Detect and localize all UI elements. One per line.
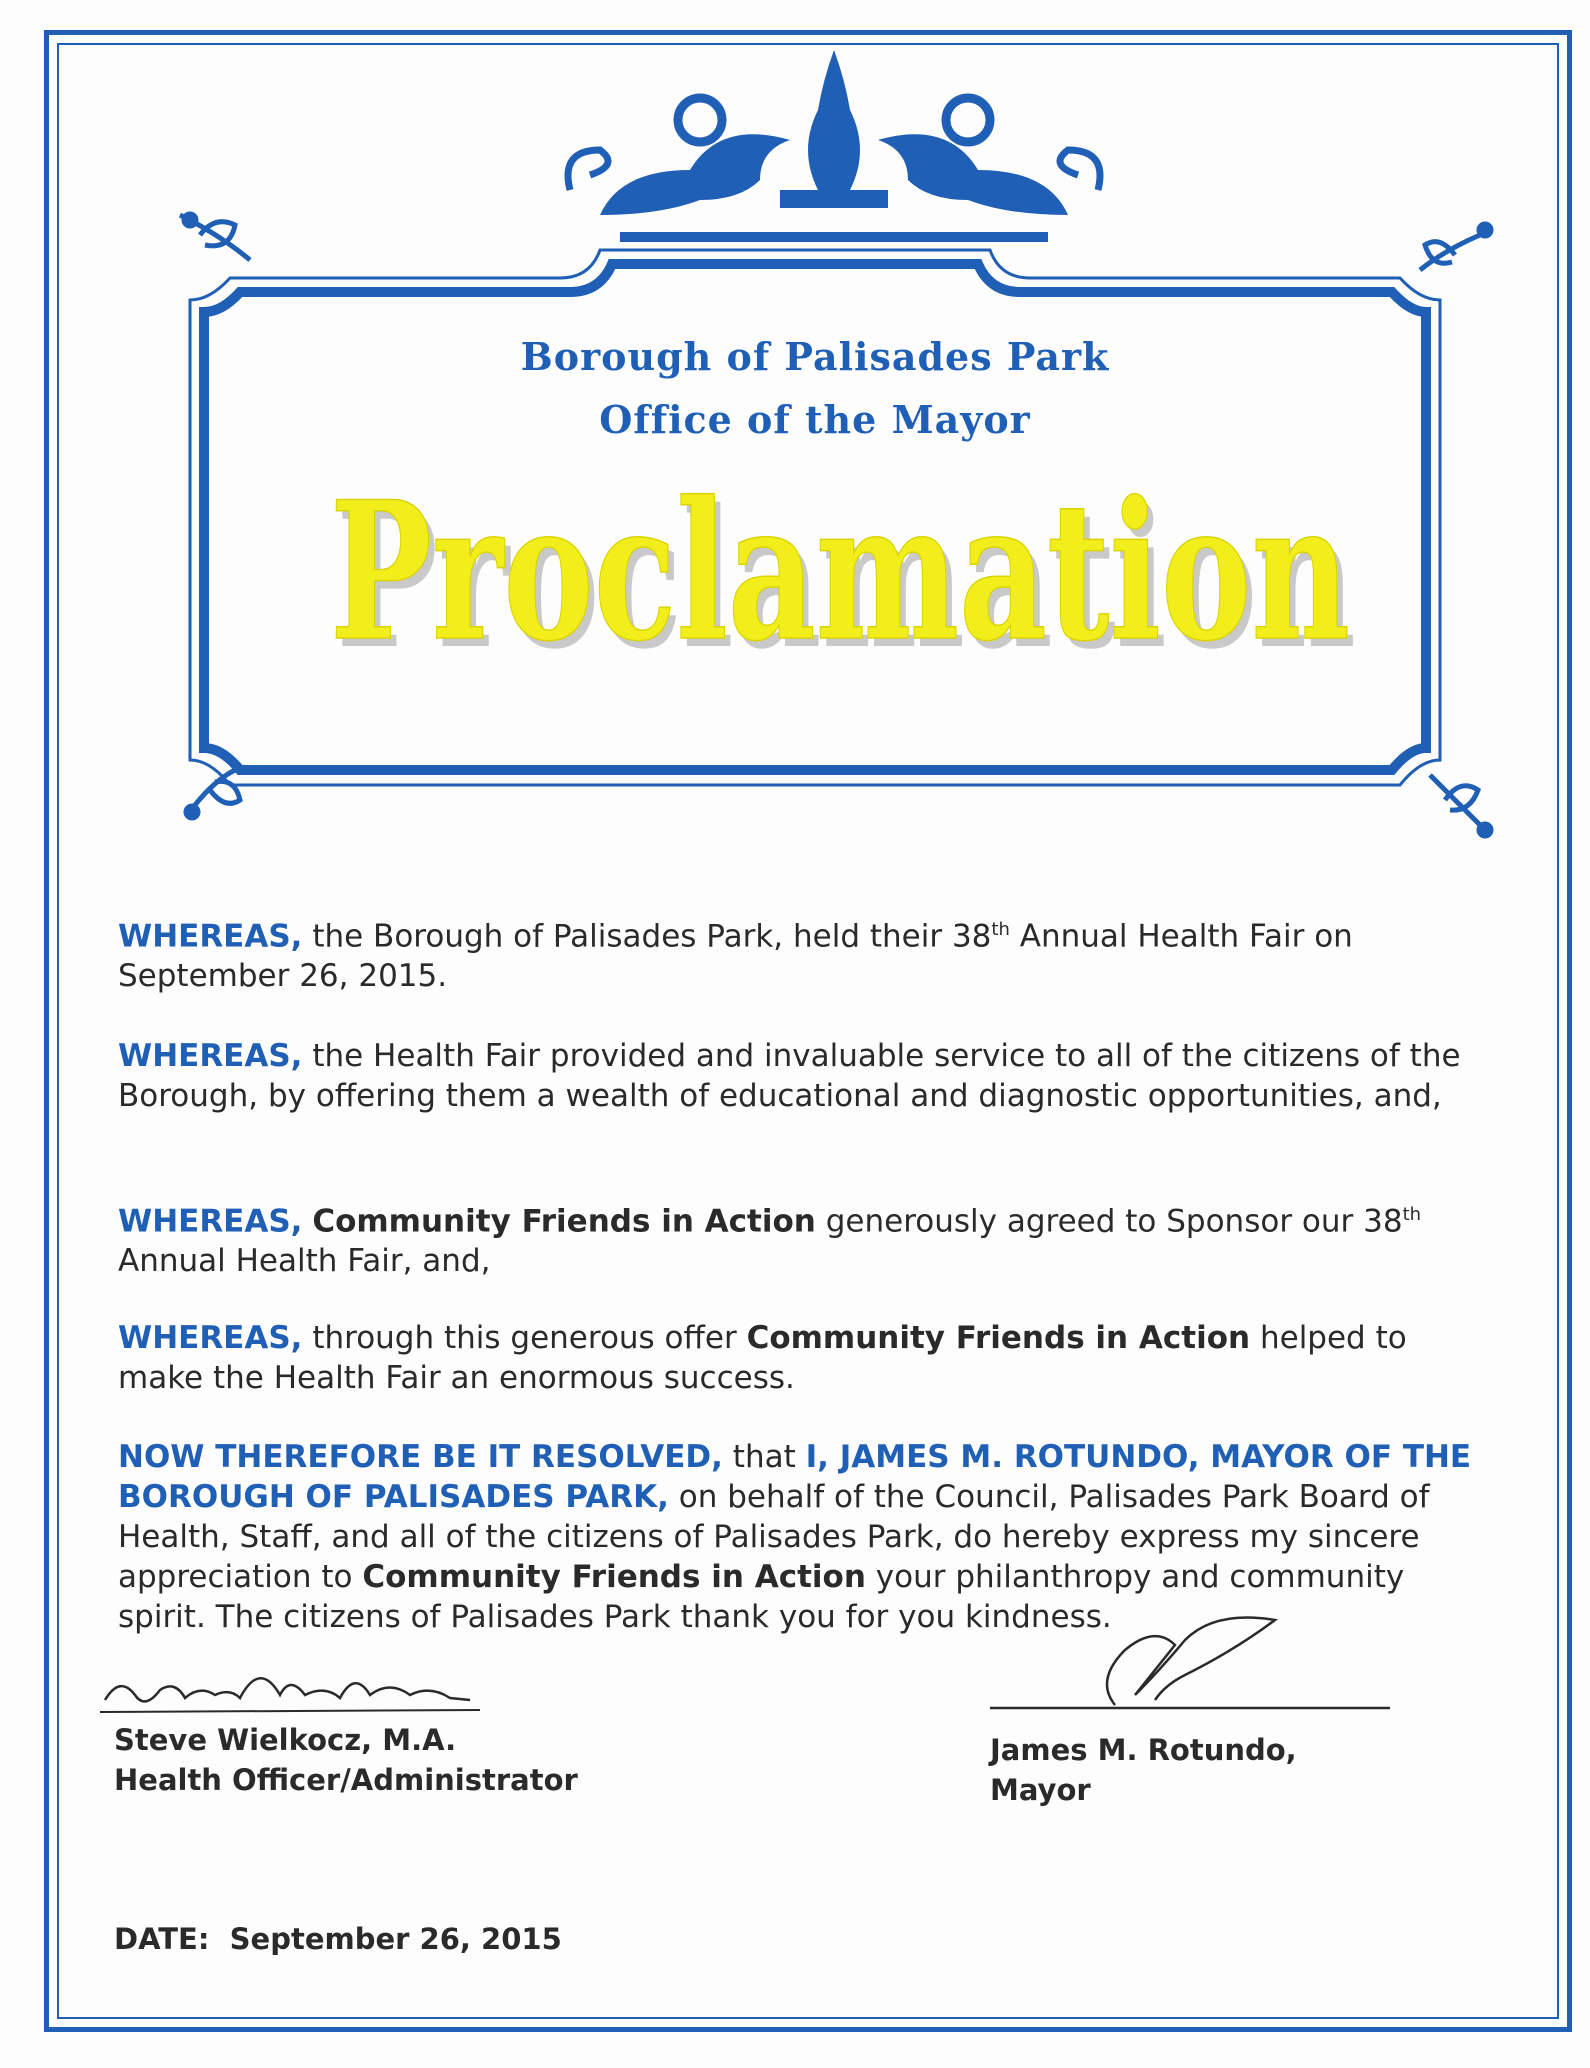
corner-flourish-bottom-right xyxy=(1430,775,1491,836)
whereas-paragraph-3 xyxy=(118,1195,1498,1281)
proclamation-title-shadow: Proclamation xyxy=(336,468,1356,691)
paragraph-text: the Health Fair provided and invaluable service to all of the citizens of the Borough, by offering them a wealth of educational and diagnostic opportunities, and, xyxy=(118,1038,1461,1114)
signature-block-health-officer xyxy=(114,1720,578,1800)
date-line xyxy=(114,1922,562,1956)
signatory-name: Steve Wielkocz, M.A. xyxy=(114,1723,457,1757)
whereas-paragraph-1 xyxy=(118,910,1498,996)
signature-james-rotundo xyxy=(985,1600,1405,1730)
resolved-keyword: NOW THEREFORE BE IT RESOLVED, xyxy=(118,1439,723,1475)
date-label: DATE: xyxy=(114,1922,210,1956)
crest-ornament xyxy=(568,50,1100,242)
date-value: September 26, 2015 xyxy=(229,1922,562,1956)
paragraph-text: that xyxy=(732,1439,796,1475)
paragraph-text: Annual Health Fair, and, xyxy=(118,1243,491,1280)
paragraph-text: on behalf of the Council, Palisades Park Board of Health, Staff, and all of the citizens of Palisades Park, do hereby express my sincere appreciation to xyxy=(118,1479,1430,1595)
paragraph-text: through this generous offer xyxy=(312,1320,737,1356)
corner-flourish-bottom-left xyxy=(186,770,240,818)
signatory-name: James M. Rotundo, xyxy=(990,1733,1297,1767)
signatory-title: Health Officer/Administrator xyxy=(114,1763,578,1797)
ordinal-suffix: th xyxy=(1402,1204,1422,1225)
corner-flourish-top-right xyxy=(1420,224,1491,270)
proclamation-title-text: Proclamation xyxy=(330,460,1350,683)
paragraph-text: helped to make the Health Fair an enormous success. xyxy=(118,1320,1407,1396)
paragraph-text: the Borough of Palisades Park, held their 38 xyxy=(312,918,992,955)
whereas-paragraph-2 xyxy=(118,1036,1498,1116)
whereas-keyword: WHEREAS, xyxy=(118,1320,303,1356)
mayor-declaration: I, JAMES M. ROTUNDO, MAYOR OF THE BOROUGH OF PALISADES PARK, xyxy=(118,1439,1472,1515)
whereas-keyword: WHEREAS, xyxy=(118,918,303,955)
ordinal-suffix: th xyxy=(991,919,1010,940)
organization-name: Community Friends in Action xyxy=(746,1320,1251,1356)
proclamation-title xyxy=(300,440,1380,740)
signature-block-mayor xyxy=(990,1730,1297,1810)
organization-name: Community Friends in Action xyxy=(362,1559,866,1595)
borough-heading: Borough of Palisades Park xyxy=(520,334,1110,379)
paragraph-text: Annual Health Fair on September 26, 2015. xyxy=(118,918,1353,995)
whereas-keyword: WHEREAS, xyxy=(118,1203,303,1240)
office-heading: Office of the Mayor xyxy=(599,397,1031,442)
paragraph-text: generously agreed to Sponsor our 38 xyxy=(825,1203,1403,1240)
whereas-paragraph-4 xyxy=(118,1318,1498,1398)
signature-steve-wielkocz xyxy=(90,1640,510,1730)
paragraph-text: your philanthropy and community spirit. The citizens of Palisades Park thank you for you kindness. xyxy=(118,1559,1405,1635)
organization-name: Community Friends in Action xyxy=(312,1203,816,1240)
whereas-keyword: WHEREAS, xyxy=(118,1038,303,1074)
signatory-title: Mayor xyxy=(990,1773,1091,1807)
corner-flourish-top-left xyxy=(180,214,250,260)
